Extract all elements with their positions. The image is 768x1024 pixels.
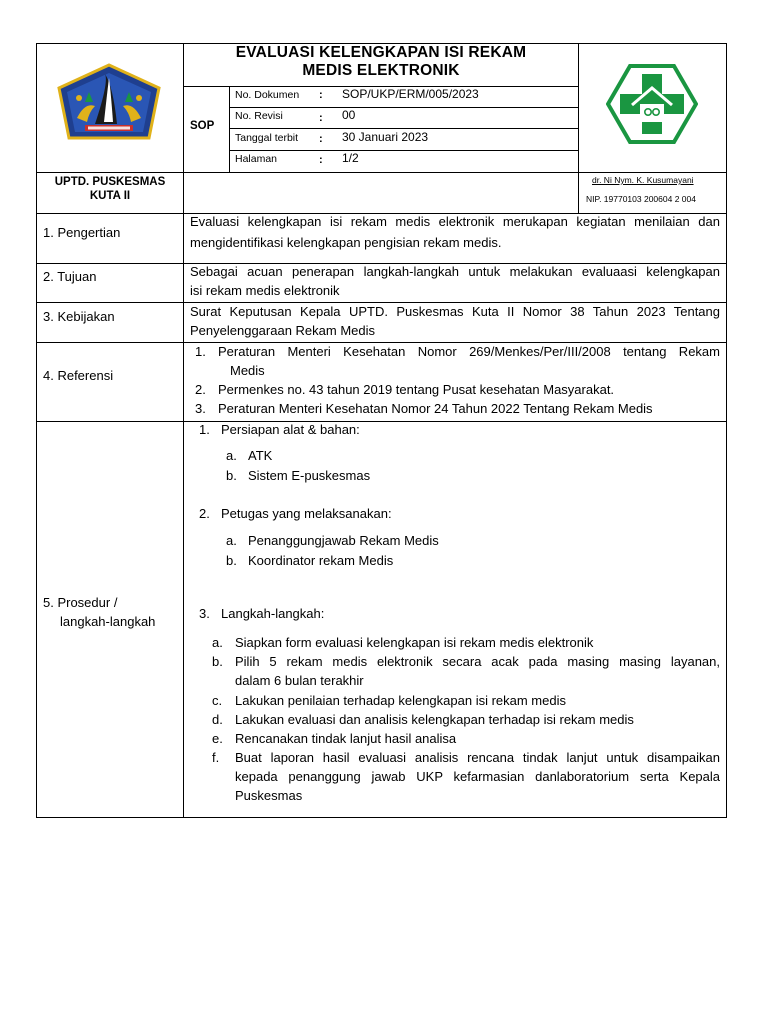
step-2-item-a: Penanggungjawab Rekam Medis: [248, 533, 439, 548]
step-2-item-b: Koordinator rekam Medis: [248, 553, 394, 568]
meta-sep-dokumen: :: [319, 89, 323, 101]
step-3-item-e: Rencanakan tindak lanjut hasil analisa: [235, 731, 457, 746]
puskesmas-logo: [606, 64, 698, 144]
step-1-title: Persiapan alat & bahan:: [221, 422, 360, 437]
document-title: [184, 44, 578, 80]
referensi-item-1: [218, 342, 720, 380]
step-3-num: 3.: [199, 606, 210, 621]
column-divider: [183, 43, 184, 818]
tujuan-line2: isi rekam medis elektronik: [190, 283, 340, 298]
signature-divider: [578, 172, 579, 213]
step-3-item-a-key: a.: [212, 635, 223, 650]
document-title-line2: MEDIS ELEKTRONIK: [302, 62, 460, 79]
meta-row-1: [229, 107, 578, 108]
document-title-line1: EVALUASI KELENGKAPAN ISI REKAM: [235, 44, 527, 61]
prosedur-label-line1: 5. Prosedur /: [43, 595, 118, 610]
step-3-item-b-line2: dalam 6 bulan terakhir: [235, 673, 364, 688]
pengertian-line1: Evaluasi kelengkapan isi rekam medis elektronik merukapan kegiatan menilaian dan: [190, 214, 720, 229]
meta-value-dokumen: SOP/UKP/ERM/005/2023: [342, 87, 479, 101]
kebijakan-label: 3. Kebijakan: [43, 309, 115, 324]
meta-row-3: [229, 150, 578, 151]
meta-value-halaman: 1/2: [342, 151, 359, 165]
step-3-item-c: Lakukan penilaian terhadap kelengkapan isi rekam medis: [235, 693, 566, 708]
step-3-item-b-key: b.: [212, 654, 223, 669]
referensi-item-2: Permenkes no. 43 tahun 2019 tentang Pusat kesehatan Masyarakat.: [218, 382, 615, 397]
referensi-item-1-line2: Medis: [230, 363, 265, 378]
step-2-title: Petugas yang melaksanakan:: [221, 506, 392, 521]
org-name: [37, 175, 183, 203]
meta-label-tanggal: Tanggal terbit: [235, 132, 299, 144]
kebijakan-text: [190, 302, 720, 340]
sop-label: SOP: [190, 120, 215, 132]
referensi-item-2-num: 2.: [195, 382, 206, 397]
step-3-title: Langkah-langkah:: [221, 606, 325, 621]
pengertian-label: 1. Pengertian: [43, 225, 121, 240]
step-3-item-f-line2: kepada penanggung jawab UKP kefarmasian danlaboratorium serta Kepala: [235, 769, 720, 784]
regency-seal-logo: [55, 62, 163, 142]
step-3-item-e-key: e.: [212, 731, 223, 746]
step-2-item-b-key: b.: [226, 553, 237, 568]
step-1-item-a: ATK: [248, 448, 273, 463]
step-3-item-d: Lakukan evaluasi dan analisis kelengkapan terhadap isi rekam medis: [235, 712, 634, 727]
sop-label-divider: [229, 86, 230, 172]
step-3-item-b: [235, 652, 720, 690]
header-bottom: [36, 172, 727, 173]
step-3-item-c-key: c.: [212, 693, 223, 708]
signer-name: dr. Ni Nym. K. Kusumayani: [592, 175, 694, 185]
prosedur-label-line2: langkah-langkah: [60, 614, 156, 629]
tujuan-label: 2. Tujuan: [43, 269, 97, 284]
pengertian-text: [190, 212, 720, 252]
kebijakan-line2: Penyelenggaraan Rekam Medis: [190, 323, 375, 338]
step-1-item-b: Sistem E-puskesmas: [248, 468, 371, 483]
meta-label-dokumen: No. Dokumen: [235, 89, 300, 101]
step-2-num: 2.: [199, 506, 210, 521]
meta-row-2: [229, 128, 578, 129]
step-3-item-a: Siapkan form evaluasi kelengkapan isi rekam medis elektronik: [235, 635, 594, 650]
pengertian-line2: mengidentifikasi kelengkapan pengisian rekam medis.: [190, 235, 502, 250]
meta-sep-halaman: :: [319, 154, 323, 166]
step-3-item-d-key: d.: [212, 712, 223, 727]
meta-value-revisi: 00: [342, 108, 356, 122]
referensi-label: 4. Referensi: [43, 368, 114, 383]
logo-column-divider: [578, 43, 579, 172]
referensi-item-1-num: 1.: [195, 344, 206, 359]
referensi-item-3-num: 3.: [195, 401, 206, 416]
meta-label-revisi: No. Revisi: [235, 110, 283, 122]
tujuan-text: [190, 262, 720, 300]
signer-nip: NIP. 19770103 200604 2 004: [586, 194, 696, 204]
step-1-item-a-key: a.: [226, 448, 237, 463]
step-1-item-b-key: b.: [226, 468, 237, 483]
kebijakan-line1: Surat Keputusan Kepala UPTD. Puskesmas Kuta II Nomor 38 Tahun 2023 Tentang: [190, 304, 720, 319]
step-3-item-f: [235, 748, 720, 805]
step-3-item-f-line3: Puskesmas: [235, 788, 303, 803]
meta-sep-revisi: :: [319, 112, 323, 124]
org-name-line1: UPTD. PUSKESMAS: [54, 176, 166, 188]
referensi-item-3: Peraturan Menteri Kesehatan Nomor 24 Tahun 2022 Tentang Rekam Medis: [218, 401, 653, 416]
step-3-item-b-line1: Pilih 5 rekam medis elektronik secara acak pada masing masing layanan,: [235, 654, 720, 669]
meta-value-tanggal: 30 Januari 2023: [342, 130, 429, 144]
step-3-item-f-line1: Buat laporan hasil evaluasi analisis rencana tindak lanjut untuk disampaikan: [235, 750, 720, 765]
referensi-bottom: [36, 421, 727, 422]
meta-sep-tanggal: :: [319, 133, 323, 145]
tujuan-line1: Sebagai acuan penerapan langkah-langkah untuk melakukan evaluaasi kelengkapan: [190, 264, 720, 279]
org-name-line2: KUTA II: [89, 190, 131, 202]
step-3-item-f-key: f.: [212, 750, 220, 765]
step-2-item-a-key: a.: [226, 533, 237, 548]
step-1-num: 1.: [199, 422, 210, 437]
meta-label-halaman: Halaman: [235, 153, 278, 165]
referensi-item-1-line1: Peraturan Menteri Kesehatan Nomor 269/Menkes/Per/III/2008 tentang Rekam: [218, 344, 720, 359]
